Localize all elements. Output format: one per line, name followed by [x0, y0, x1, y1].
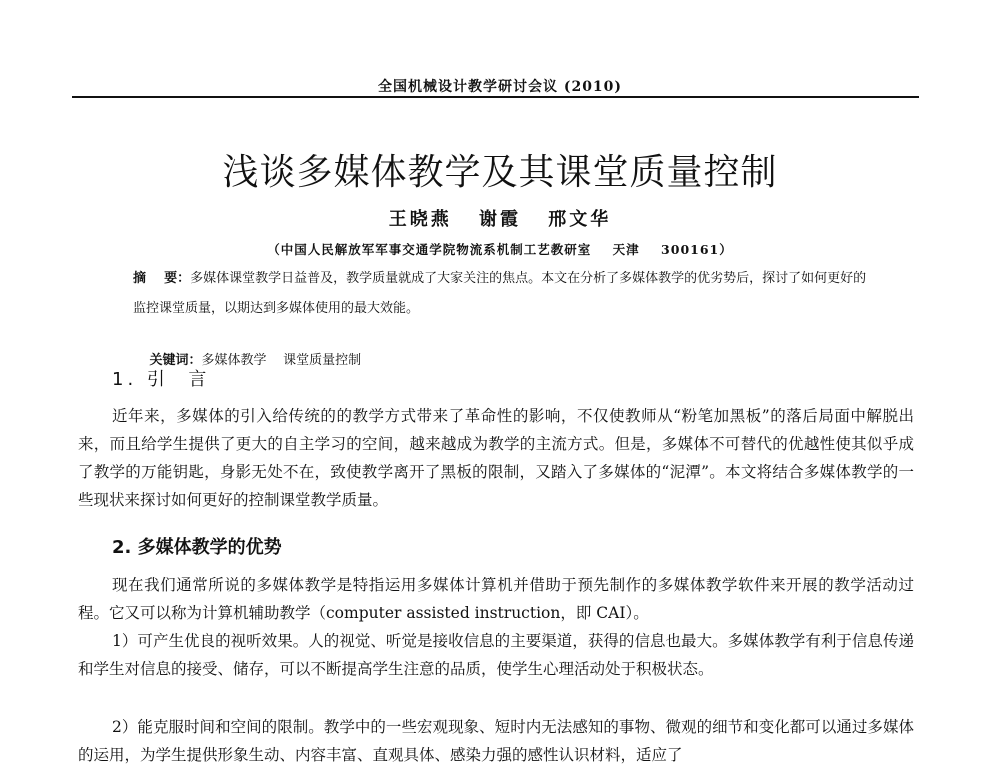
- header-rule: [72, 96, 919, 98]
- paragraph-advantages-definition: 现在我们通常所说的多媒体教学是特指运用多媒体计算机并借助于预先制作的多媒体教学软件来开展的教学活动过程。它又可以称为计算机辅助教学（computer assisted instruction，即 CAI）。: [78, 576, 914, 622]
- keywords-text: 多媒体教学 课堂质量控制: [201, 353, 362, 368]
- authors: 王晓燕 谢霞 邢文华: [388, 209, 612, 230]
- keywords-label: 关键词：: [149, 353, 202, 368]
- paper-title: 浅谈多媒体教学及其课堂质量控制: [222, 152, 778, 193]
- paragraph-introduction: 近年来，多媒体的引入给传统的的教学方式带来了革命性的影响，不仅使教师从“粉笔加黑板”的落后局面中解脱出来，而且给学生提供了更大的自主学习的空间，越来越成为教学的主流方式。但是，多媒体不可替代的优越性使其似乎成了教学的万能钥匙，身影无处不在，致使教学离开了黑板的限制，又踏入了多媒体的“泥潭”。本文将结合多媒体教学的一些现状来探讨如何更好的控制课堂教学质量。: [78, 407, 914, 509]
- keywords: [133, 325, 873, 397]
- section-heading-advantages: 2. 多媒体教学的优势: [112, 537, 282, 558]
- abstract-text: 多媒体课堂教学日益普及，教学质量就成了大家关注的焦点。本文在分析了多媒体教学的优劣势后，探讨了如何更好的监控课堂质量，以期达到多媒体使用的最大效能。: [133, 271, 867, 316]
- abstract-label: 摘 要：: [133, 271, 191, 286]
- section-heading-introduction: 1. 引 言: [112, 369, 211, 390]
- affiliation: （中国人民解放军军事交通学院物流系机制工艺教研室 天津 300161）: [267, 242, 733, 257]
- paragraph-advantages-point-2: 2）能克服时间和空间的限制。教学中的一些宏观现象、短时内无法感知的事物、微观的细节和变化都可以通过多媒体的运用，为学生提供形象生动、内容丰富、直观具体、感染力强的感性认识材料，适应了: [78, 718, 914, 764]
- abstract: [133, 264, 873, 324]
- running-header: 全国机械设计教学研讨会议 (2010): [377, 79, 623, 95]
- paragraph-advantages-point-1: 1）可产生优良的视听效果。人的视觉、听觉是接收信息的主要渠道，获得的信息也最大。多媒体教学有利于信息传递和学生对信息的接受、储存，可以不断提高学生注意的品质，使学生心理活动处于积极状态。: [78, 632, 914, 678]
